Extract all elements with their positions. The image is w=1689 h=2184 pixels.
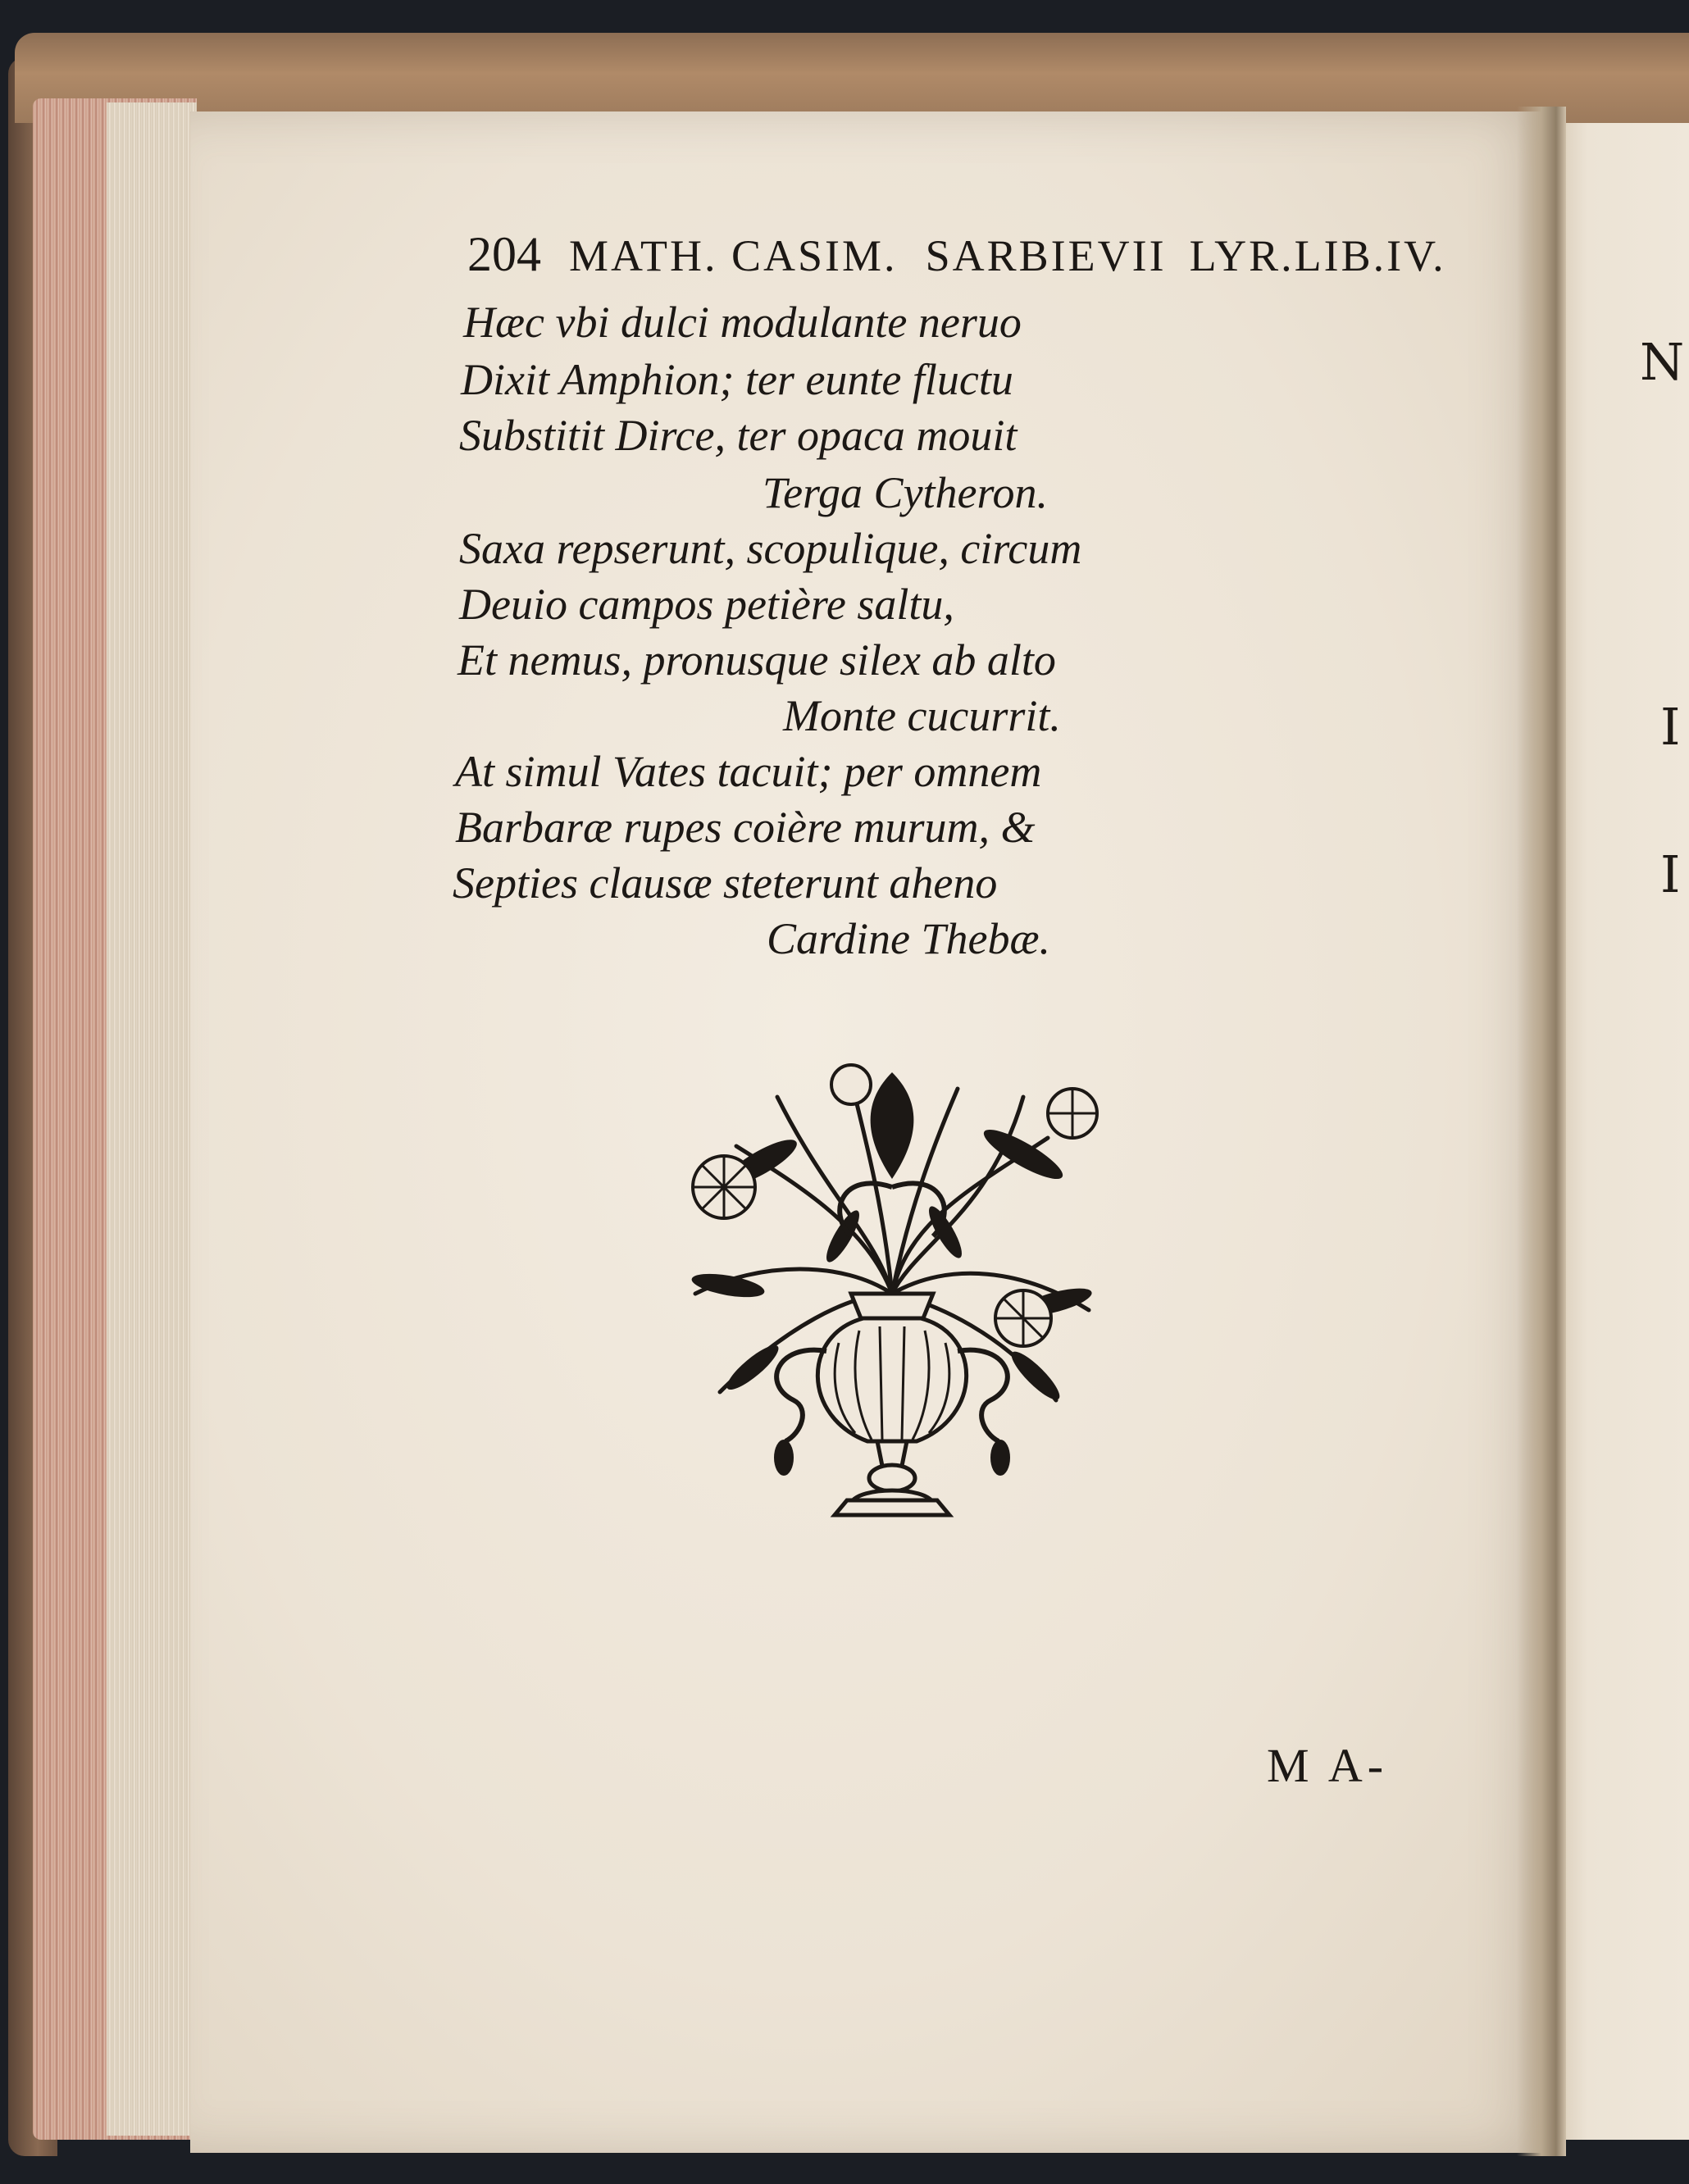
running-head-book: LYR.LIB.IV. [1189, 231, 1446, 280]
running-head [467, 226, 1451, 283]
recto-page-letter: I [1660, 844, 1681, 904]
recto-page-letter: I [1660, 697, 1681, 757]
running-head-author-surname: SARBIEVII [925, 231, 1167, 280]
catchword: M A- [1267, 1739, 1389, 1792]
poem-line: Barbaræ rupes coière murum, & [455, 803, 1036, 852]
poem-line: Deuio campos petière saltu, [459, 580, 954, 629]
running-head-author: MATH. CASIM. [569, 231, 898, 280]
poem-line: Monte cucurrit. [783, 691, 1061, 740]
flower-vase-woodcut-icon [662, 1048, 1122, 1523]
poem-line: Dixit Amphion; ter eunte fluctu [461, 355, 1013, 404]
poem-line: Hæc vbi dulci modulante neruo [463, 298, 1022, 347]
page-number: 204 [467, 227, 541, 281]
poem-line: Saxa repserunt, scopulique, circum [459, 524, 1082, 573]
poem-line: Substitit Dirce, ter opaca mouit [459, 411, 1017, 460]
page-stack [107, 102, 197, 2136]
recto-page-letter: N [1640, 332, 1685, 392]
poem-line: Et nemus, pronusque silex ab alto [458, 635, 1056, 685]
poem-line: Terga Cytheron. [763, 468, 1049, 517]
poem-line: Cardine Thebæ. [767, 914, 1051, 963]
poem-line: Septies clausæ steterunt aheno [453, 858, 998, 908]
poem-line: At simul Vates tacuit; per omnem [455, 747, 1042, 796]
book-gutter [1517, 107, 1566, 2156]
book-cover-top [15, 33, 1689, 123]
recto-page [1554, 123, 1689, 2140]
